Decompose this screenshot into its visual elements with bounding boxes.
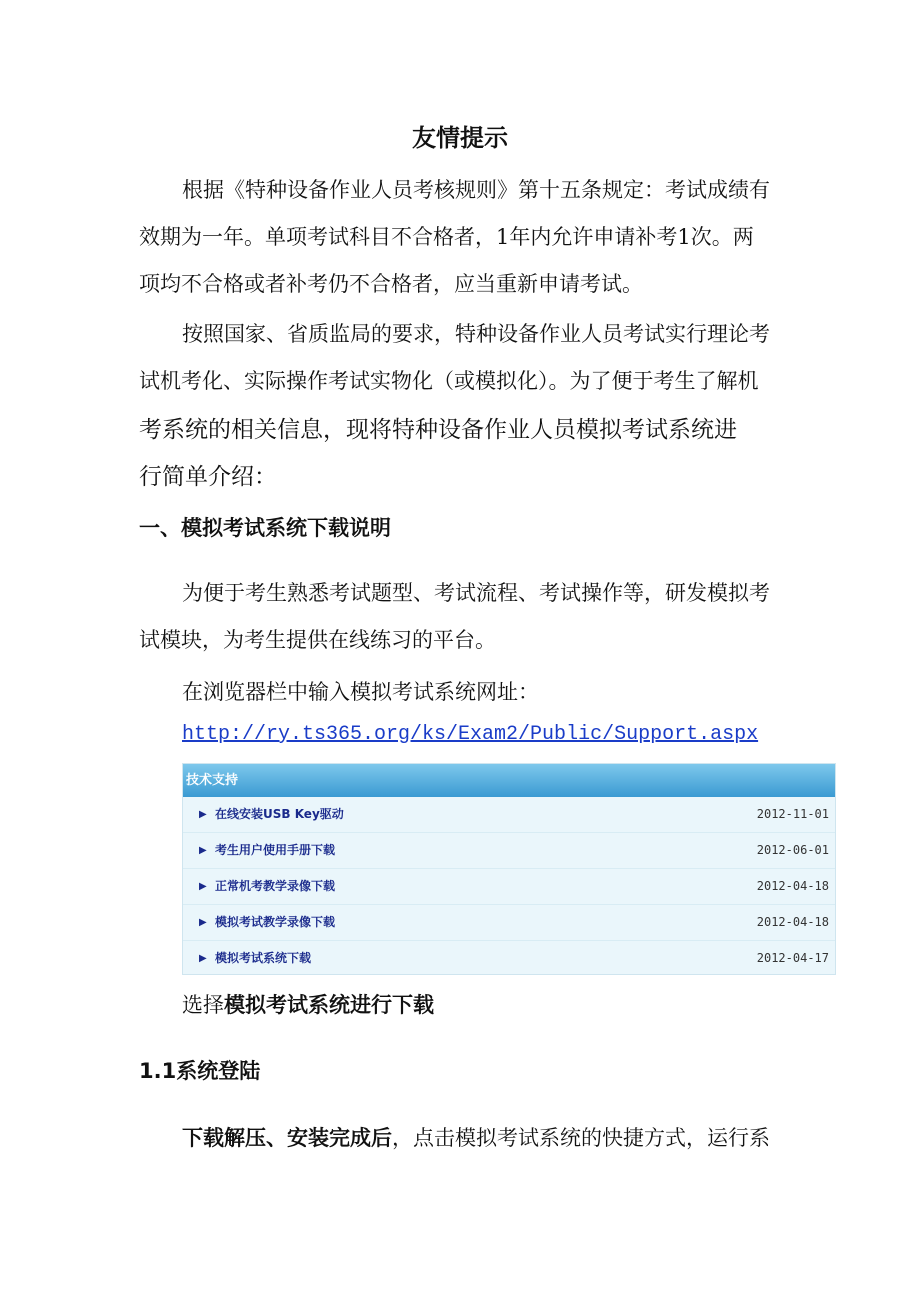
paragraph-line: 根据《特种设备作业人员考核规则》第十五条规定：考试成绩有 [182, 178, 770, 202]
paragraph-line: 行简单介绍： [139, 464, 277, 490]
item-date: 2012-04-18 [756, 915, 829, 929]
subsection-heading: 1.1系统登陆 [139, 1059, 261, 1083]
item-date: 2012-04-18 [756, 879, 829, 893]
list-item[interactable] [183, 833, 835, 869]
arrow-right-icon: ▶ [199, 917, 207, 928]
section-heading: 一、模拟考试系统下载说明 [139, 516, 391, 540]
list-item[interactable] [183, 905, 835, 941]
list-item[interactable] [183, 869, 835, 905]
paragraph-line: 项均不合格或者补考仍不合格者，应当重新申请考试。 [139, 272, 643, 296]
item-date: 2012-11-01 [756, 807, 829, 821]
item-link[interactable]: 在线安装USB Key驱动 [215, 807, 344, 821]
item-date: 2012-06-01 [756, 843, 829, 857]
regular-text: ，点击模拟考试系统的快捷方式，运行系 [392, 1126, 770, 1150]
paragraph-line: 为便于考生熟悉考试题型、考试流程、考试操作等，研发模拟考 [182, 581, 770, 605]
instruction-bold: 模拟考试系统进行下载 [224, 992, 434, 1017]
tech-support-panel [182, 763, 836, 975]
paragraph-line: 试模块，为考生提供在线练习的平台。 [139, 628, 496, 652]
paragraph-line: 试机考化、实际操作考试实物化（或模拟化）。为了便于考生了解机 [139, 369, 759, 393]
arrow-right-icon: ▶ [199, 881, 207, 892]
list-item[interactable] [183, 797, 835, 833]
bold-text: 下载解压、安装完成后 [182, 1125, 392, 1150]
item-link[interactable]: 模拟考试教学录像下载 [215, 915, 336, 929]
exam-system-url-link[interactable]: http://ry.ts365.org/ks/Exam2/Public/Support.aspx [182, 723, 759, 746]
arrow-right-icon: ▶ [199, 845, 207, 856]
paragraph-line: 考系统的相关信息，现将特种设备作业人员模拟考试系统进 [139, 417, 737, 443]
item-link[interactable]: 模拟考试系统下载 [215, 951, 312, 965]
paragraph-line [182, 1122, 770, 1152]
item-link[interactable]: 正常机考教学录像下载 [215, 879, 336, 893]
page-title: 友情提示 [412, 124, 508, 152]
panel-header: 技术支持 [183, 764, 835, 797]
item-link[interactable]: 考生用户使用手册下载 [215, 843, 336, 857]
item-date: 2012-04-17 [756, 951, 829, 965]
paragraph-line: 效期为一年。单项考试科目不合格者，1年内允许申请补考1次。两 [139, 225, 754, 249]
download-instruction [182, 989, 434, 1019]
paragraph-line: 按照国家、省质监局的要求，特种设备作业人员考试实行理论考 [182, 322, 770, 346]
url-intro: 在浏览器栏中输入模拟考试系统网址： [182, 680, 539, 704]
arrow-right-icon: ▶ [199, 809, 207, 820]
list-item[interactable] [183, 941, 835, 976]
instruction-prefix: 选择 [182, 993, 224, 1017]
arrow-right-icon: ▶ [199, 953, 207, 964]
